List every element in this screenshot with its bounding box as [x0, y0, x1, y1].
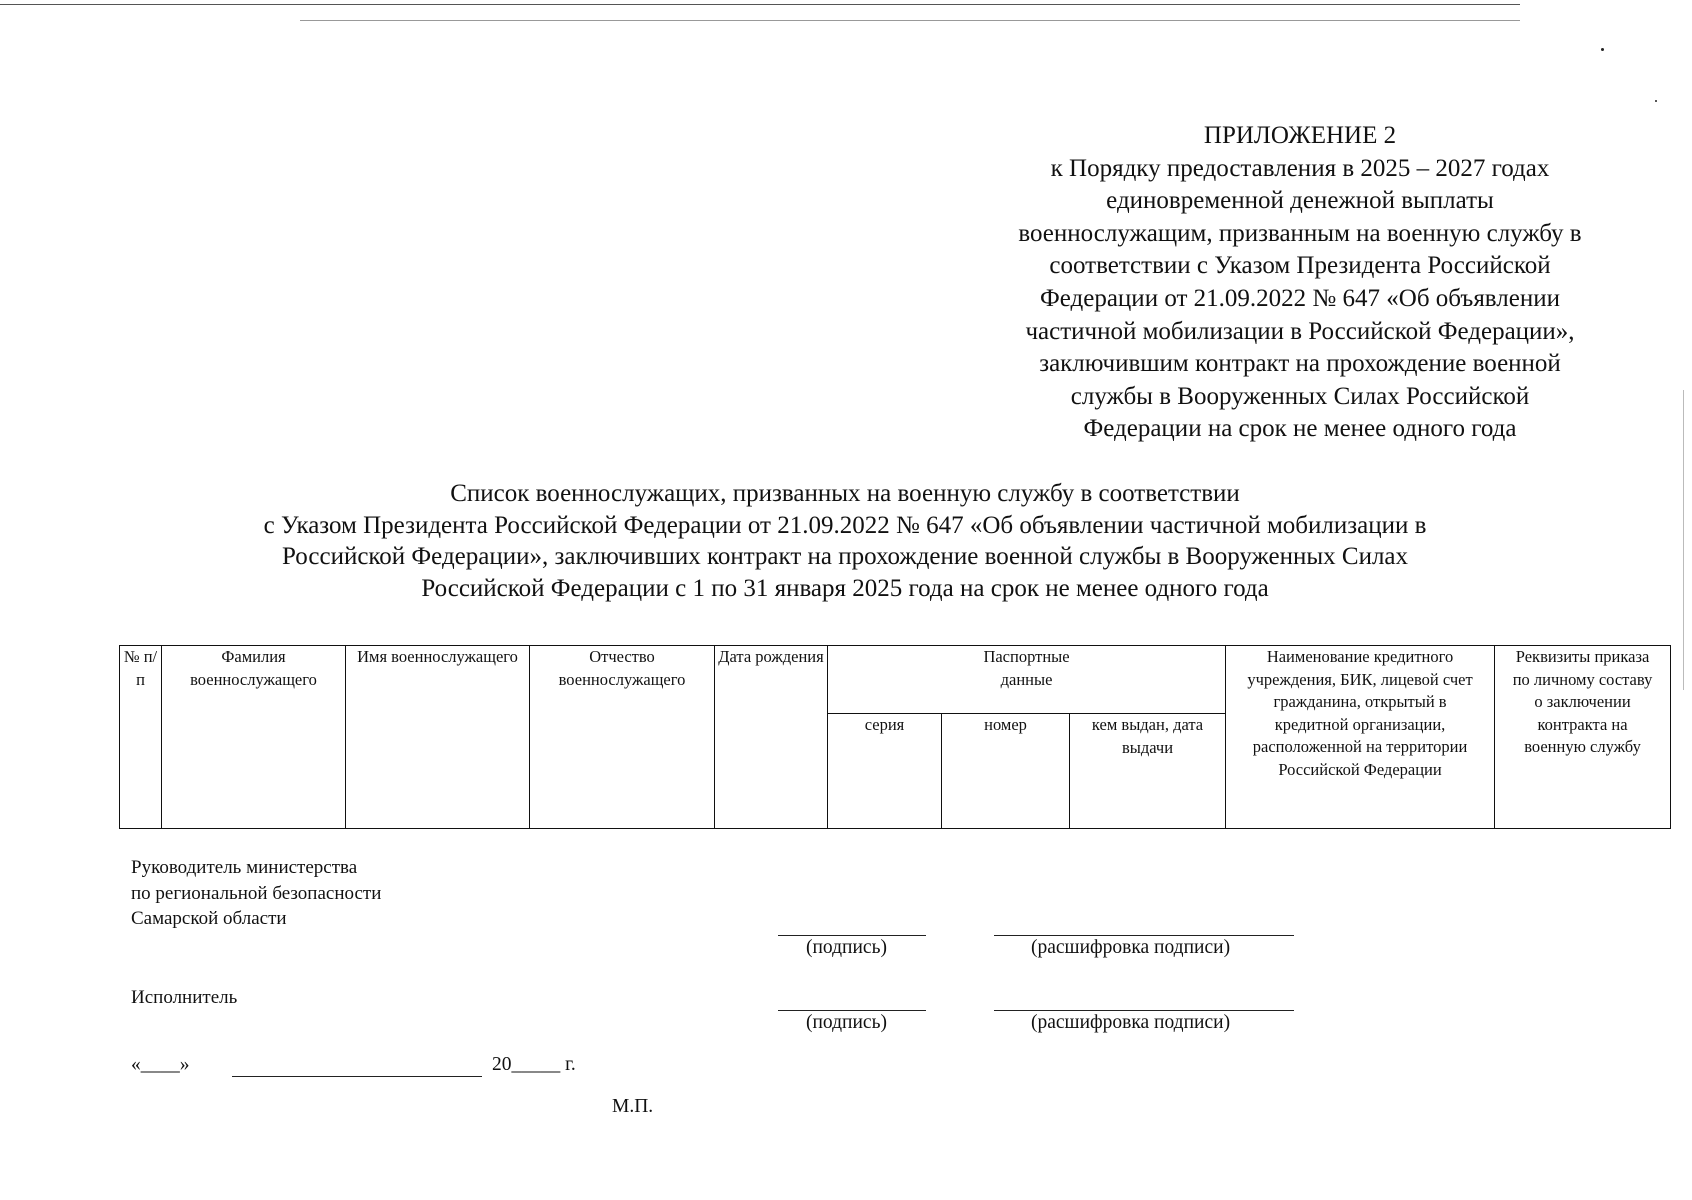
list-title-line: Российской Федерации», заключивших контракт на прохождение военной службы в Вооруженных Силах: [281, 543, 1409, 570]
appendix-line: соответствии с Указом Президента Российской: [1049, 252, 1551, 280]
executor-decode-caption: (расшифровка подписи): [1031, 1012, 1231, 1033]
date-day: «____»: [131, 1054, 190, 1075]
servicemen-table: [119, 645, 1671, 829]
appendix-line: к Порядку предоставления в 2025 – 2027 годах: [1050, 154, 1550, 182]
appendix-line: частичной мобилизации в Российской Федерации»,: [1025, 317, 1575, 345]
scan-top-edge-line-2: [300, 20, 1520, 21]
executor-label: Исполнитель: [131, 987, 238, 1008]
list-title: [160, 478, 1530, 604]
col-name-header: Имя военнослужащего: [346, 646, 530, 829]
col-patronymic-header: Отчество военнослужащего: [530, 646, 715, 829]
head-signatory-line: Руководитель министерства: [131, 857, 358, 878]
col-passport-number-header: номер: [942, 714, 1070, 829]
appendix-line: военнослужащим, призванным на военную службу в: [1018, 219, 1582, 247]
scan-speck: [1655, 100, 1657, 102]
col-number-header: № п/п: [120, 646, 162, 829]
head-signature-line: [778, 935, 926, 936]
appendix-line: Федерации на срок не менее одного года: [1083, 415, 1517, 443]
head-signatory: [131, 855, 381, 932]
appendix-line: единовременной денежной выплаты: [1106, 187, 1494, 215]
col-passport-issued-header: кем выдан, дата выдачи: [1070, 714, 1226, 829]
col-birth-date-header: Дата рождения: [715, 646, 828, 829]
col-bank-header: Наименование кредитного учреждения, БИК, лицевой счет гражданина, открытый в кредитной организации, расположенной на территории Российской Федерации: [1226, 646, 1495, 829]
appendix-line: службы в Вооруженных Силах Российской: [1070, 382, 1530, 410]
executor-signature-caption: (подпись): [806, 1012, 887, 1033]
head-decode-caption: (расшифровка подписи): [1031, 937, 1231, 958]
appendix-header: [940, 120, 1660, 446]
date-month-line: [232, 1076, 482, 1077]
scan-right-edge-line: [1683, 390, 1684, 690]
scan-speck: [1601, 48, 1604, 51]
list-title-line: Список военнослужащих, призванных на военную службу в соответствии: [450, 480, 1240, 507]
executor-name-line: [994, 1010, 1294, 1011]
col-order-header: Реквизиты приказа по личному составу о заключении контракта на военную службу: [1495, 646, 1671, 829]
scan-top-edge-line: [0, 4, 1520, 5]
head-signature-caption: (подпись): [806, 937, 887, 958]
appendix-line: Федерации от 21.09.2022 № 647 «Об объявлении: [1040, 284, 1560, 312]
list-title-line: Российской Федерации с 1 по 31 января 2025 года на срок не менее одного года: [421, 574, 1269, 602]
stamp-place: М.П.: [612, 1096, 654, 1117]
appendix-line: ПРИЛОЖЕНИЕ 2: [1203, 122, 1397, 149]
list-title-line: с Указом Президента Российской Федерации от 21.09.2022 № 647 «Об объявлении частичной мобилизации в: [263, 511, 1427, 539]
executor-signature-line: [778, 1010, 926, 1011]
appendix-line: заключившим контракт на прохождение военной: [1039, 350, 1561, 378]
col-surname-header: Фамилия военнослужащего: [162, 646, 346, 829]
head-signatory-line: Самарской области: [131, 908, 287, 929]
col-passport-header: Паспортные данные: [828, 646, 1226, 714]
date-year: 20_____ г.: [492, 1054, 576, 1075]
col-passport-series-header: серия: [828, 714, 942, 829]
head-name-line: [994, 935, 1294, 936]
head-signatory-line: по региональной безопасности: [131, 882, 382, 904]
